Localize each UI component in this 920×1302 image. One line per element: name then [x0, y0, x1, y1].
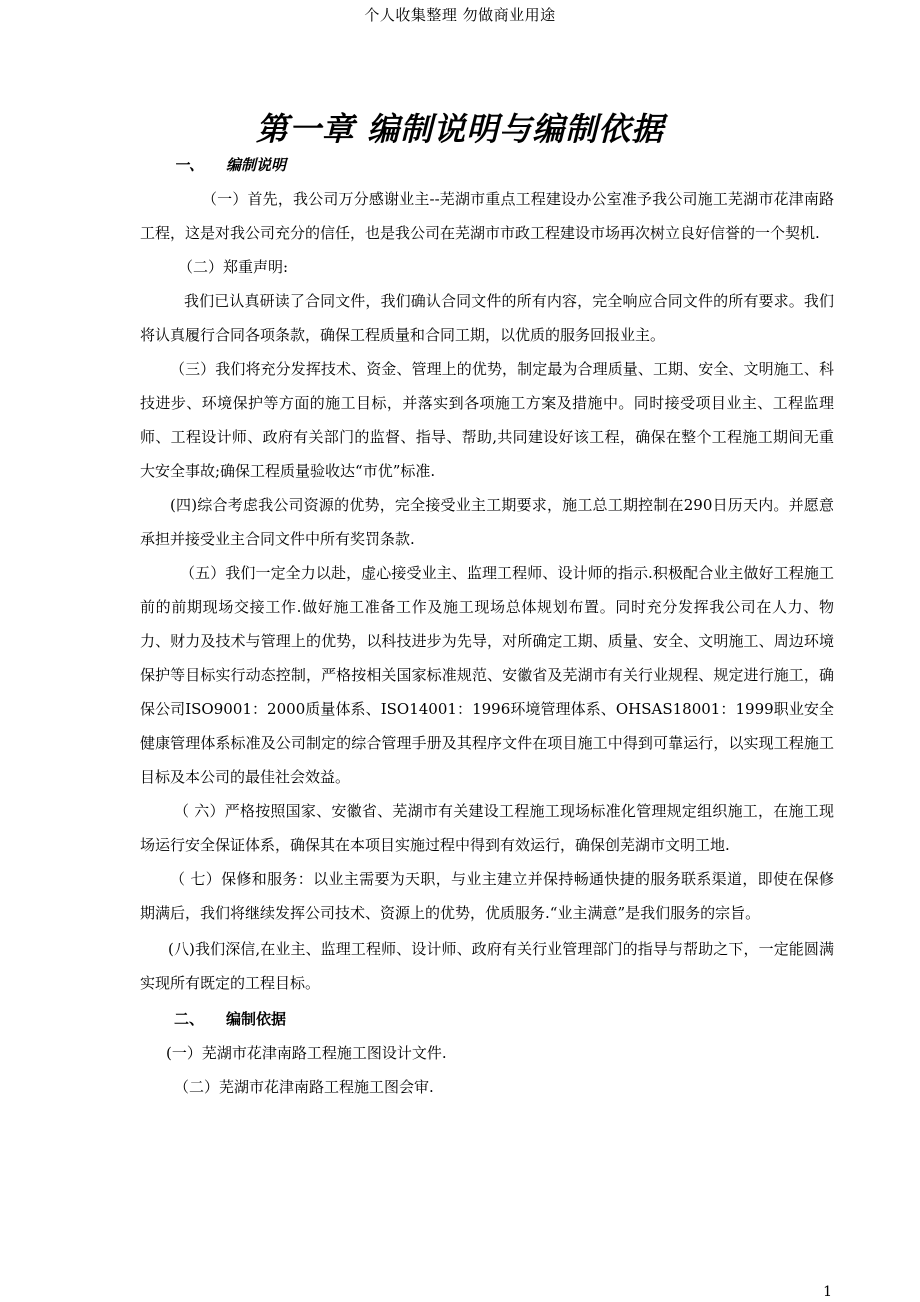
paragraph-9: (八)我们深信,在业主、监理工程师、设计师、政府有关行业管理部门的指导与帮助之下，一定能圆满实现所有既定的工程目标。 [140, 940, 834, 992]
section-title: 编制说明 [226, 156, 287, 174]
paragraph-5: (四)综合考虑我公司资源的优势，完全接受业主工期要求，施工总工期控制在290日历天内。并愿意承担并接受业主合同文件中所有奖罚条款. [140, 496, 834, 548]
paragraph-1: （一）首先，我公司万分感谢业主--芜湖市重点工程建设办公室准予我公司施工芜湖市花津南路工程，这是对我公司充分的信任，也是我公司在芜湖市市政工程建设市场再次树立良好信誉的一个契机. [140, 190, 834, 242]
paragraph-6: （五）我们一定全力以赴，虚心接受业主、监理工程师、设计师的指示.积极配合业主做好工程施工前的前期现场交接工作.做好施工准备工作及施工现场总体规划布置。同时充分发挥我公司在人力、物力、财力及技术与管理上的优势，以科技进步为先导，对所确定工期、质量、安全、文明施工、周边环境保护等目标实行动态控制，严格按相关国家标准规范、安徽省及芜湖市有关行业规程、规定进行施工，确保公司ISO9001：2000质量体系、ISO14001：1996环境管理体系、OHSAS18001：1999职业安全健康管理体系标准及公司制定的综合管理手册及其程序文件在项目施工中得到可靠运行，以实现工程施工目标及本公司的最佳社会效益。 [140, 564, 834, 786]
chapter-title: 第一章 编制说明与编制依据 [255, 110, 665, 148]
basis-item-2: （二）芜湖市花津南路工程施工图会审. [174, 1078, 434, 1096]
section-heading-1 [140, 148, 834, 182]
paragraph-8: （ 七）保修和服务：以业主需要为天职，与业主建立并保持畅通快捷的服务联系渠道，即使在保修期满后，我们将继续发挥公司技术、资源上的优势，优质服务.“业主满意”是我们服务的宗旨。 [140, 870, 834, 922]
page-number: 1 [823, 1284, 832, 1300]
paragraph-7: （ 六）严格按照国家、安徽省、芜湖市有关建设工程施工现场标准化管理规定组织施工，在施工现场运行安全保证体系，确保其在本项目实施过程中得到有效运行，确保创芜湖市文明工地. [140, 802, 834, 854]
section-number: 二、 [174, 1010, 205, 1028]
paragraph-2: （二）郑重声明: [178, 258, 289, 276]
page-header: 个人收集整理 勿做商业用途 [364, 6, 556, 24]
section-title: 编制依据 [226, 1010, 287, 1028]
section-heading-2 [140, 1002, 834, 1036]
document-body [140, 148, 834, 1104]
paragraph-4: （三）我们将充分发挥技术、资金、管理上的优势，制定最为合理质量、工期、安全、文明施工、科技进步、环境保护等方面的施工目标，并落实到各项施工方案及措施中。同时接受项目业主、工程监理师、工程设计师、政府有关部门的监督、指导、帮助,共同建设好该工程，确保在整个工程施工期间无重大安全事故;确保工程质量验收达“市优”标准. [140, 360, 834, 480]
paragraph-3: 我们已认真研读了合同文件，我们确认合同文件的所有内容，完全响应合同文件的所有要求。我们将认真履行合同各项条款，确保工程质量和合同工期，以优质的服务回报业主。 [140, 292, 834, 344]
basis-item-1: (一）芜湖市花津南路工程施工图设计文件. [166, 1044, 447, 1062]
section-number: 一、 [174, 156, 205, 174]
